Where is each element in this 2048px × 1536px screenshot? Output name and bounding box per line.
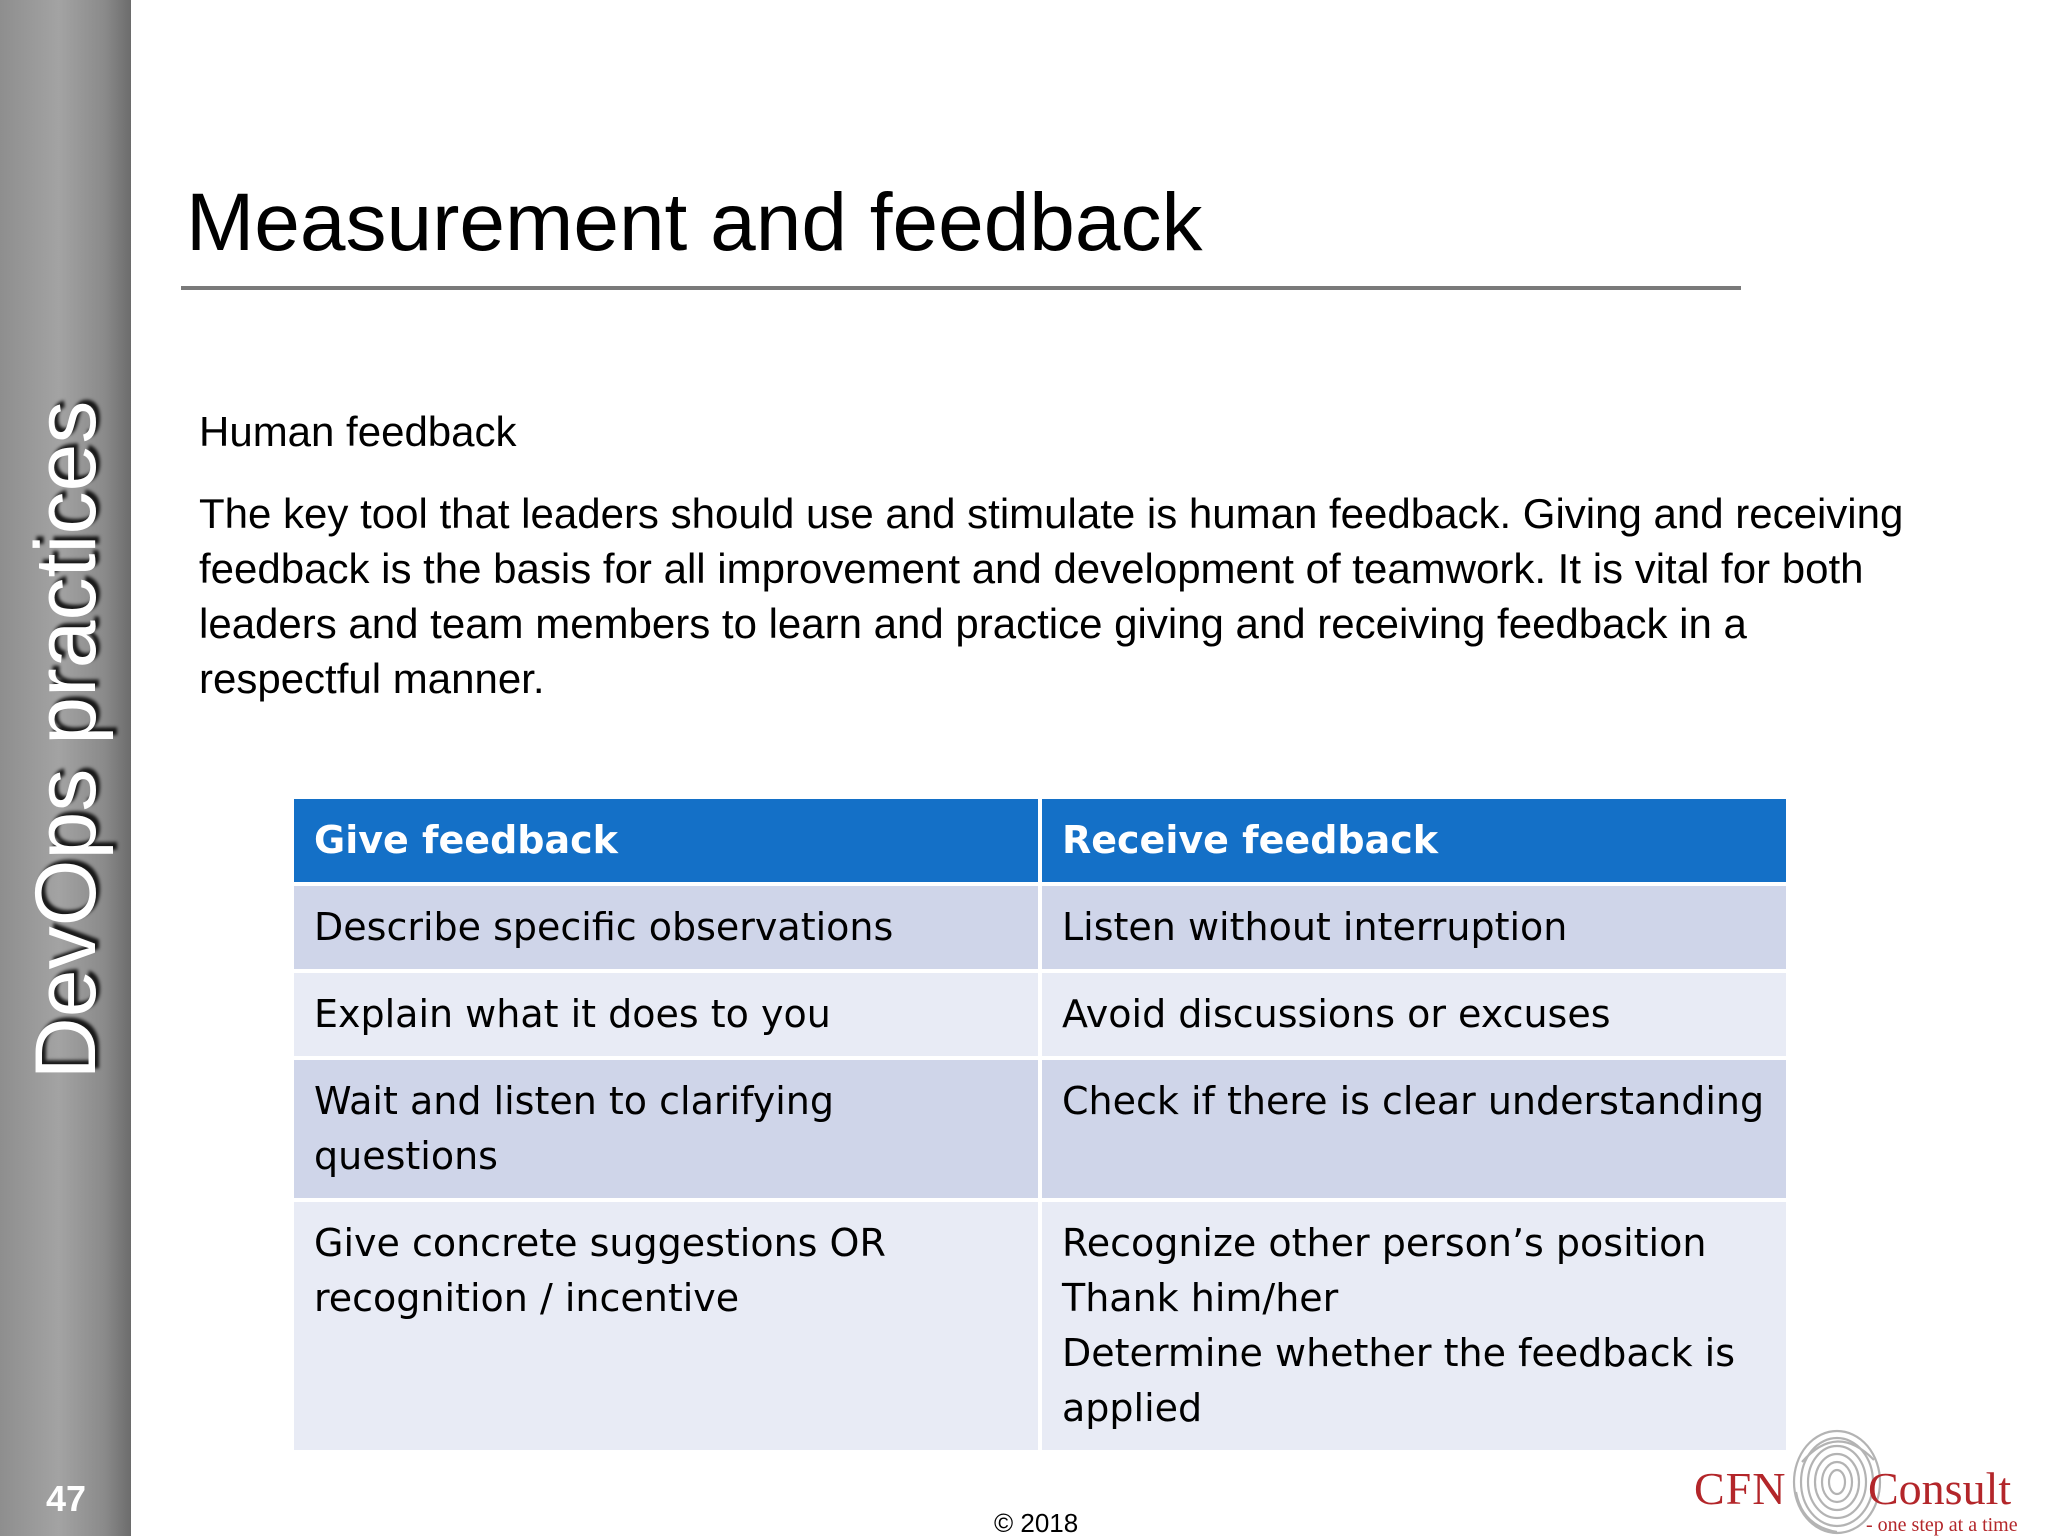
receive-cell [1040, 884, 1788, 971]
sidebar [0, 0, 131, 1536]
cell-text: Give concrete suggestions OR [314, 1221, 886, 1265]
page-number: 47 [46, 1478, 87, 1519]
subheading: Human feedback [199, 408, 517, 455]
cell-text: recognition / incentive [314, 1276, 740, 1320]
receive-cell [1040, 1058, 1788, 1200]
table-row [292, 884, 1788, 971]
header-receive-feedback: Receive feedback [1040, 797, 1788, 884]
cell-text: Listen without interruption [1062, 905, 1568, 949]
give-cell [292, 884, 1040, 971]
give-cell [292, 971, 1040, 1058]
cell-text: Thank him/her [1062, 1276, 1339, 1320]
cell-text: applied [1062, 1386, 1203, 1430]
feedback-table [290, 795, 1790, 1454]
receive-cell [1040, 1200, 1788, 1452]
table-row [292, 1058, 1788, 1200]
receive-cell [1040, 971, 1788, 1058]
body-paragraph: The key tool that leaders should use and stimulate is human feedback. Giving and receiving feedback is the basis for all improvement and development of teamwork. It is vital for both leaders and team members to learn and practice giving and receiving feedback in a respectful manner. [199, 490, 1904, 702]
cell-text: Describe specific observations [314, 905, 894, 949]
logo-tagline: - one step at a time [1866, 1514, 2018, 1536]
table-header-row [292, 797, 1788, 884]
section-label: DevOps practices [18, 400, 114, 1080]
cell-text: Determine whether the feedback is [1062, 1331, 1736, 1375]
slide-title: Measurement and feedback [186, 177, 1203, 268]
header-give-feedback: Give feedback [292, 797, 1040, 884]
give-cell [292, 1058, 1040, 1200]
copyright-notice: © 2018 [994, 1508, 1079, 1536]
cell-text: Check if there is clear understanding [1062, 1079, 1765, 1123]
cell-text: Avoid discussions or excuses [1062, 992, 1611, 1036]
table-row [292, 1200, 1788, 1452]
cell-text: Recognize other person’s position [1062, 1221, 1707, 1265]
cell-text: Wait and listen to clarifying questions [314, 1079, 834, 1178]
logo-cfn-text: CFN [1694, 1463, 1787, 1514]
cfn-consult-logo [1694, 1422, 2048, 1536]
give-cell [292, 1200, 1040, 1452]
cell-text: Explain what it does to you [314, 992, 831, 1036]
logo-consult-text: Consult [1868, 1463, 2012, 1514]
table-row [292, 971, 1788, 1058]
title-divider [181, 286, 1741, 290]
